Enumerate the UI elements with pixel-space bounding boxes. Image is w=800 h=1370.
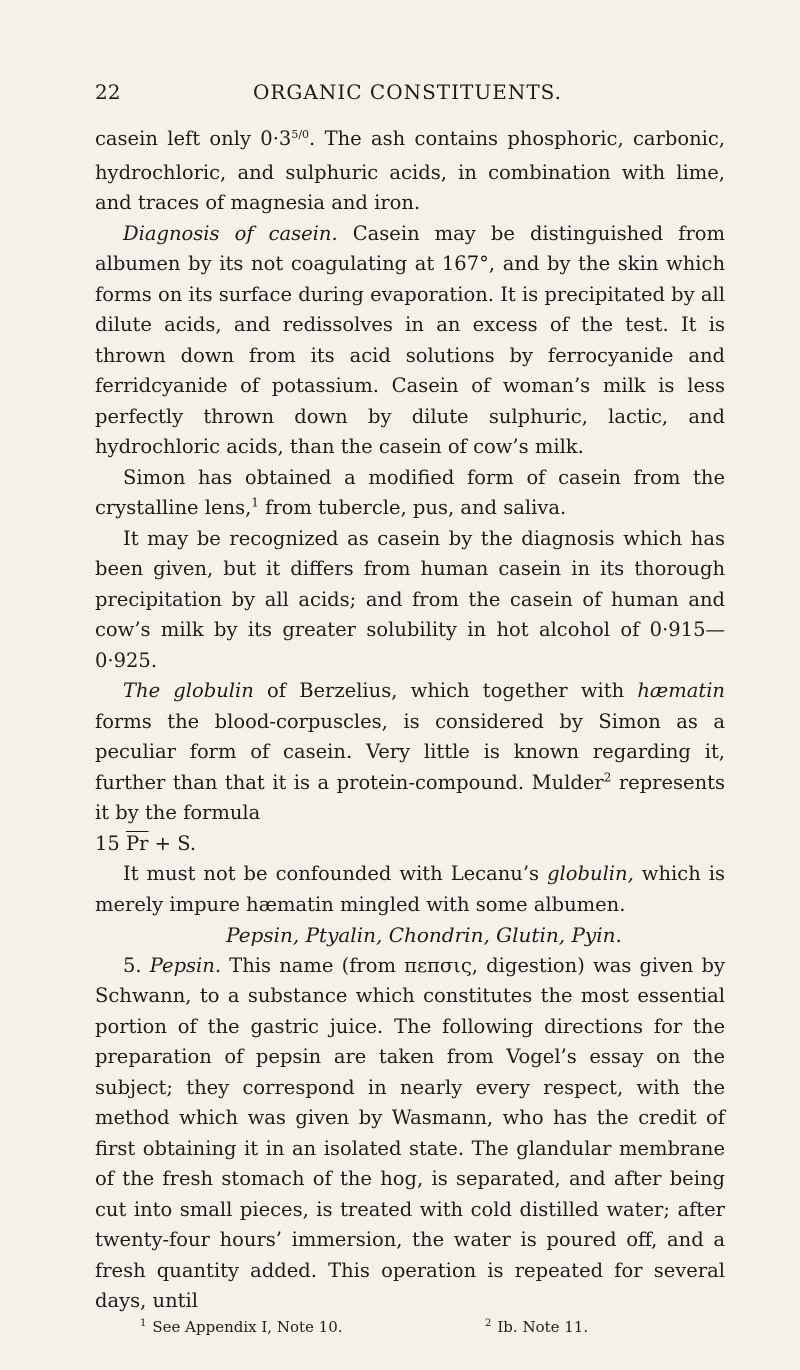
footnote-mark: 2 (485, 1318, 492, 1329)
formula (95, 829, 725, 860)
paragraph-simon (95, 463, 725, 524)
text-run: It may be recognized as casein by the diagnosis which has been given, but it differs from human casein in its thorough precipitation by all acids; and from the casein of human and cow’s milk by its greater solubility in hot alcohol of 0·915—0·925. (95, 526, 725, 672)
text-run: which is merely impure hæmatin mingled with some albumen. (95, 862, 726, 916)
footnote-1 (140, 1318, 343, 1336)
italic-term: globulin, (547, 862, 634, 885)
text-run: This name (from πεπσις, digestion) was given by Schwann, to a substance which constitutes the most essential portion of the gastric juice. The following directions for the preparation of pepsin are taken from Vogel’s essay on the subject; they correspond in nearly every respect, with the method which was given by Wasmann, who has the credit of first obtaining it in an isolated state. The glandular membrane of the fresh stomach of the hog, is separated, and after being cut into small pieces, is treated with cold distilled water; after twenty-four hours’ immersion, the water is poured off, and a fresh quantity added. This operation is repeated for several days, until (95, 953, 725, 1312)
fraction: 5/0 (291, 128, 310, 141)
footnote-2 (485, 1318, 588, 1336)
text-run: represents it by the formula (95, 770, 725, 824)
body-text (95, 124, 725, 1317)
paragraph-lecanu (95, 859, 725, 920)
run-in-heading: The globulin (123, 679, 254, 702)
paragraph-recognized (95, 524, 725, 677)
italic-term: hæmatin (637, 679, 725, 702)
run-in-heading: Pepsin. (149, 953, 222, 977)
footnote-mark: 1 (140, 1318, 147, 1329)
page-number: 22 (95, 80, 121, 104)
footnote-text: Ib. Note 11. (497, 1318, 589, 1336)
text-run: . The ash contains phosphoric, carbonic, hydrochloric, and sulphuric acids, in combination with lime, and traces of magnesia and iron. (95, 127, 725, 214)
text-run: forms the blood-corpuscles, is considered by Simon as a peculiar form of casein. Very little is known regarding it, further than that it is a protein-compound. Mulder (95, 709, 725, 794)
paragraph-globulin (95, 676, 725, 829)
text-run: of Berzelius, which together with (253, 679, 638, 702)
paragraph-ash (95, 124, 725, 219)
paragraph-diagnosis (95, 219, 725, 463)
text-run: casein left only 0·3 (95, 127, 292, 150)
text-run: Casein may be distinguished from albumen by its not coagulating at 167°, and by the skin which forms on its surface during evaporation. It is precipitated by all dilute acids, and redissolves in an excess of the test. It is thrown down from its acid solutions by ferrocyanide and ferridcyanide of potassium. Casein of woman’s milk is less perfectly thrown down by dilute sulphuric, lactic, and hydrochloric acids, than the casein of cow’s milk. (95, 221, 725, 458)
footnotes (140, 1318, 740, 1346)
text-run: It must not be confounded with Lecanu’s (123, 862, 548, 885)
text-run: from tubercle, pus, and saliva. (258, 496, 567, 519)
formula-term: $\overline{Pr}$ (126, 831, 149, 855)
text-run: 15 (95, 831, 127, 855)
section-heading: Pepsin, Ptyalin, Chondrin, Glutin, Pyin. (226, 923, 622, 947)
footnote-text: See Appendix I, Note 10. (152, 1318, 343, 1336)
running-title: ORGANIC CONSTITUENTS. (252, 80, 563, 104)
text-run: Simon has obtained a modified form of casein from the crystalline lens, (95, 465, 725, 519)
text-run: + S. (148, 831, 197, 855)
run-in-heading: Diagnosis of casein. (123, 221, 338, 245)
page-header (95, 80, 720, 110)
footnote-ref[interactable]: 1 (251, 495, 259, 510)
paragraph-pepsin (95, 951, 725, 1317)
section-number: 5. (123, 953, 150, 977)
footnote-ref[interactable]: 2 (603, 770, 612, 784)
